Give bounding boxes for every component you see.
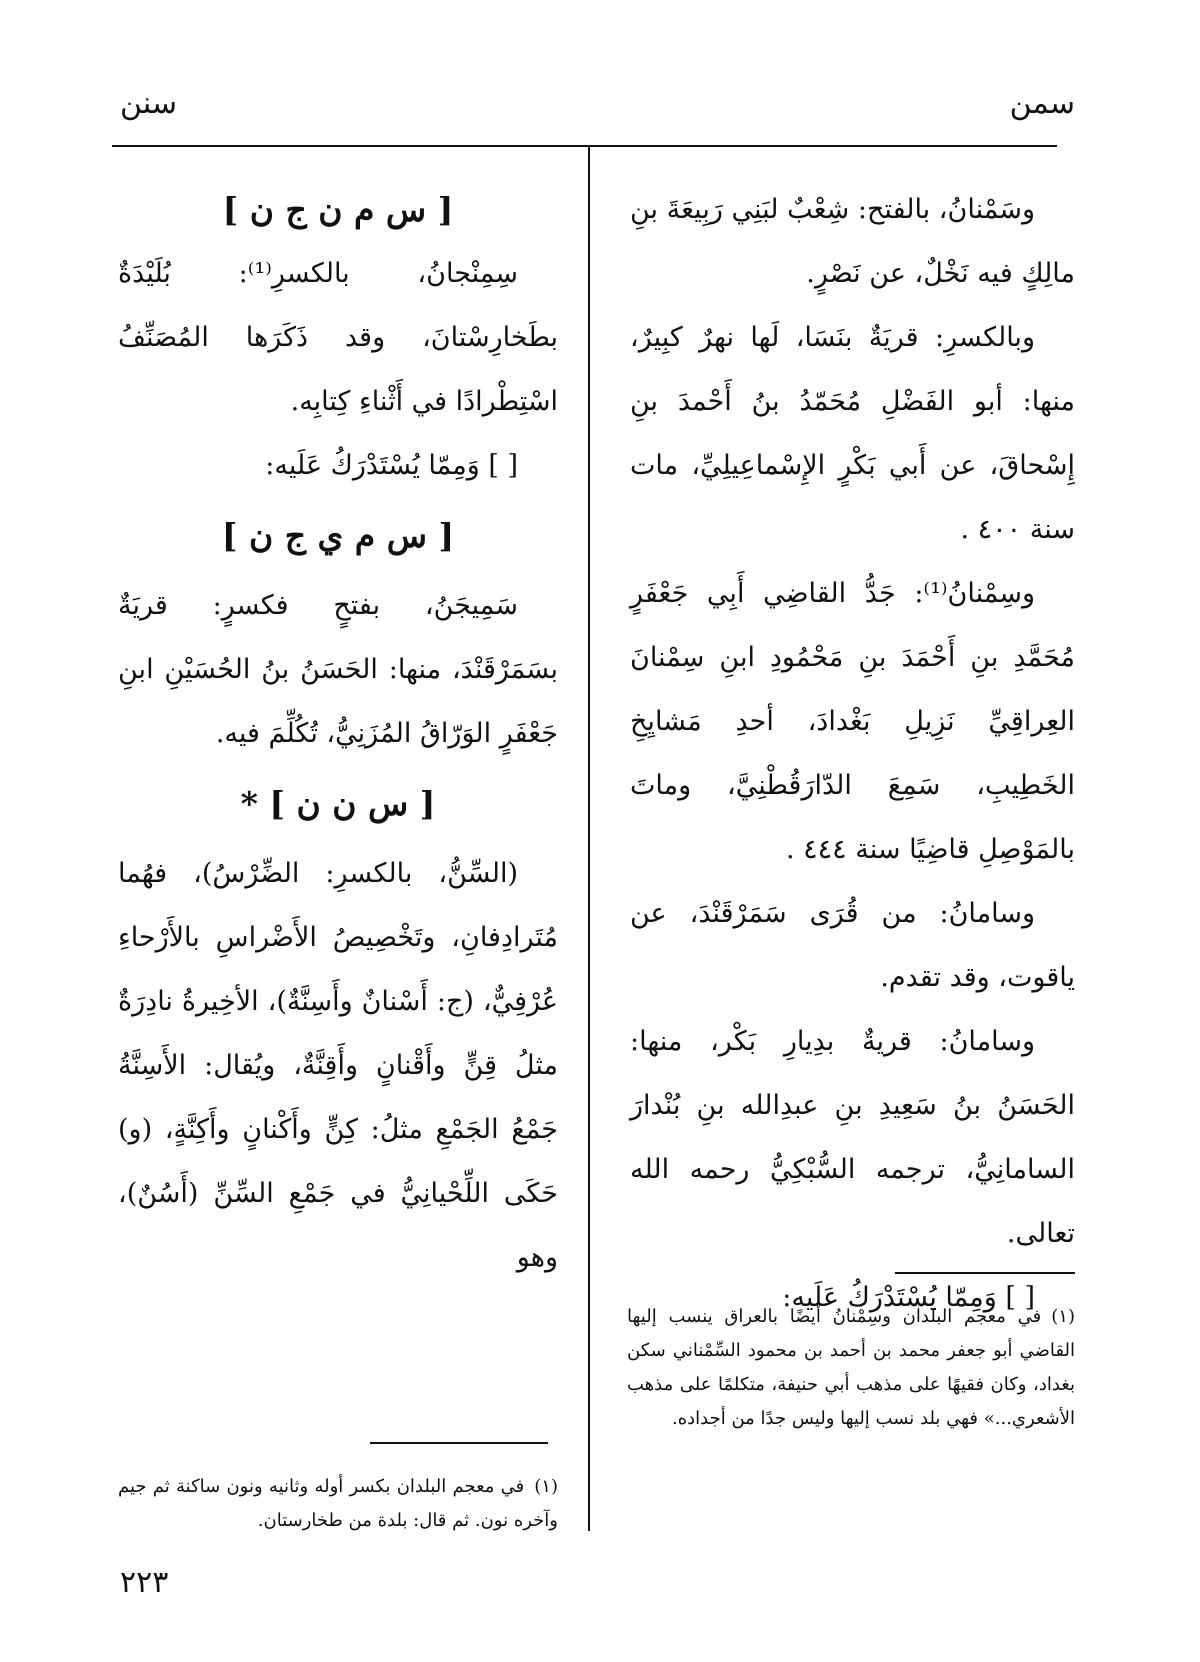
entry-simnan-jadd: وسِمْنانُ⁽¹⁾: جَدُّ القاضِي أَبِي جَعْفَرٍ مُحَمَّدِ بنِ أَحْمَدَ بنِ مَحْمُودِ ابنِ سِمْنانَ العِراقِيِّ نَزِيلِ بَغْدادَ، أحدِ مَشايِخِ الخَطِيبِ، سَمِعَ الدّارَقُطْنِيَّ، وماتَ بالمَوْصِلِ قاضِيًا سنة ٤٤٤ . — [630, 578, 1075, 865]
footnote-text: في معجم البلدان وسِمْنانُ أيضًا بالعراق ينسب إليها القاضي أبو جعفر محمد بن أحمد بن محمود السِّمْناني سكن بغداد، وكان فقيهًا على مذهب أبي حنيفة، متكلمًا على مذهب الأشعري...» فهي بلد نسب إليها وليس جدًا من أجداده. — [627, 1306, 1075, 1429]
footnote-number: (١) — [534, 1476, 558, 1497]
root-heading-smnjn: [ س م ن ج ن ] — [222, 190, 454, 229]
footnote-left — [118, 1470, 558, 1538]
entry-samijan: سَمِيجَنُ، بفتحٍ فكسرٍ: قريَةٌ بسَمَرْقَنْدَ، منها: الحَسَنُ بنُ الحُسَيْنِ ابنِ جَعْفَرٍ الوَرّاقُ المُزَنِيُّ، تُكُلِّمَ فيه. — [118, 590, 558, 749]
footnote-text: في معجم البلدان بكسر أوله وثانيه ونون ساكنة ثم جيم وآخره نون. ثم قال: بلدة من طخارستان. — [118, 1476, 558, 1531]
mustadrak-line: [ ] وَمِمّا يُسْتَدْرَكُ عَلَيه: — [782, 1282, 1035, 1313]
entry-siminjan: سِمِنْجانُ، بالكسرِ⁽¹⁾: بُلَيْدَةٌ بطَخارِسْتانَ، وقد ذَكَرَها المُصَنِّفُ اسْتِطْرادًا في أَثْناءِ كِتابِه. — [118, 258, 558, 417]
mustadrak-line: [ ] وَمِمّا يُسْتَدْرَكُ عَلَيه: — [265, 450, 518, 481]
root-heading-snn: [ س ن ن ] * — [240, 784, 436, 823]
footnote-rule-right — [895, 1272, 1075, 1274]
entry-saman-diyar-bakr: وسامانُ: قريةٌ بدِيارِ بَكْر، منها: الحَسَنُ بنُ سَعِيدِ بنِ عبدِالله بنِ بُنْدارَ السامانِيُّ، ترجمه السُّبْكِيُّ رحمه الله تعالى. — [630, 1026, 1075, 1249]
header-rule — [112, 145, 1057, 147]
footnote-rule-left — [370, 1442, 548, 1444]
column-divider — [588, 146, 590, 1531]
root-heading-smyjn: [ س م ي ج ن ] — [221, 516, 455, 555]
footnote-right — [627, 1300, 1075, 1436]
left-column — [118, 178, 558, 1290]
page-number: ٢٢٣ — [120, 1565, 169, 1600]
entry-saman-samarqand: وسامانُ: من قُرَى سَمَرْقَنْدَ، عن ياقوت، وقد تقدم. — [630, 898, 1075, 993]
header-right-word: سمن — [1009, 86, 1075, 121]
entry-sinn: (السِّنُّ، بالكسرِ: الضِّرْسُ)، فهُما مُتَرادِفانِ، وتَخْصِيصُ الأَضْراسِ بالأَرْحاءِ عُرْفِيٌّ، (ج: أَسْنانٌ وأَسِنَّةٌ)، الأخِيرةُ نادِرَةٌ مثلُ قِنٍّ وأَقْنانٍ وأَقِنَّةٌ، ويُقال: الأَسِنَّةُ جَمْعُ الجَمْعِ مثلُ: كِنٍّ وأَكْنانٍ وأَكِنَّةٍ، (و) حَكَى اللِّحْيانِيُّ في جَمْعِ السِّنِّ (أَسُنٌ)، وهو — [118, 858, 558, 1273]
footnote-number: (١) — [1051, 1306, 1075, 1327]
right-column — [630, 178, 1075, 1330]
entry-samnan-fath: وسَمْنانُ، بالفتح: شِعْبٌ لبَنِي رَبِيعَةَ بنِ مالِكٍ فيه نَخْلٌ، عن نَصْرٍ. — [630, 194, 1075, 289]
header-left-word: سنن — [120, 86, 178, 121]
entry-simnan-kasr: وبالكسرِ: قريَةٌ بنَسَا، لَها نهرٌ كبِيرٌ، منها: أبو الفَضْلِ مُحَمّدُ بنُ أَحْمدَ بنِ إِسْحاقَ، عن أَبي بَكْرٍ الإِسْماعِيلِيِّ، مات سنة ٤٠٠ . — [630, 322, 1075, 545]
